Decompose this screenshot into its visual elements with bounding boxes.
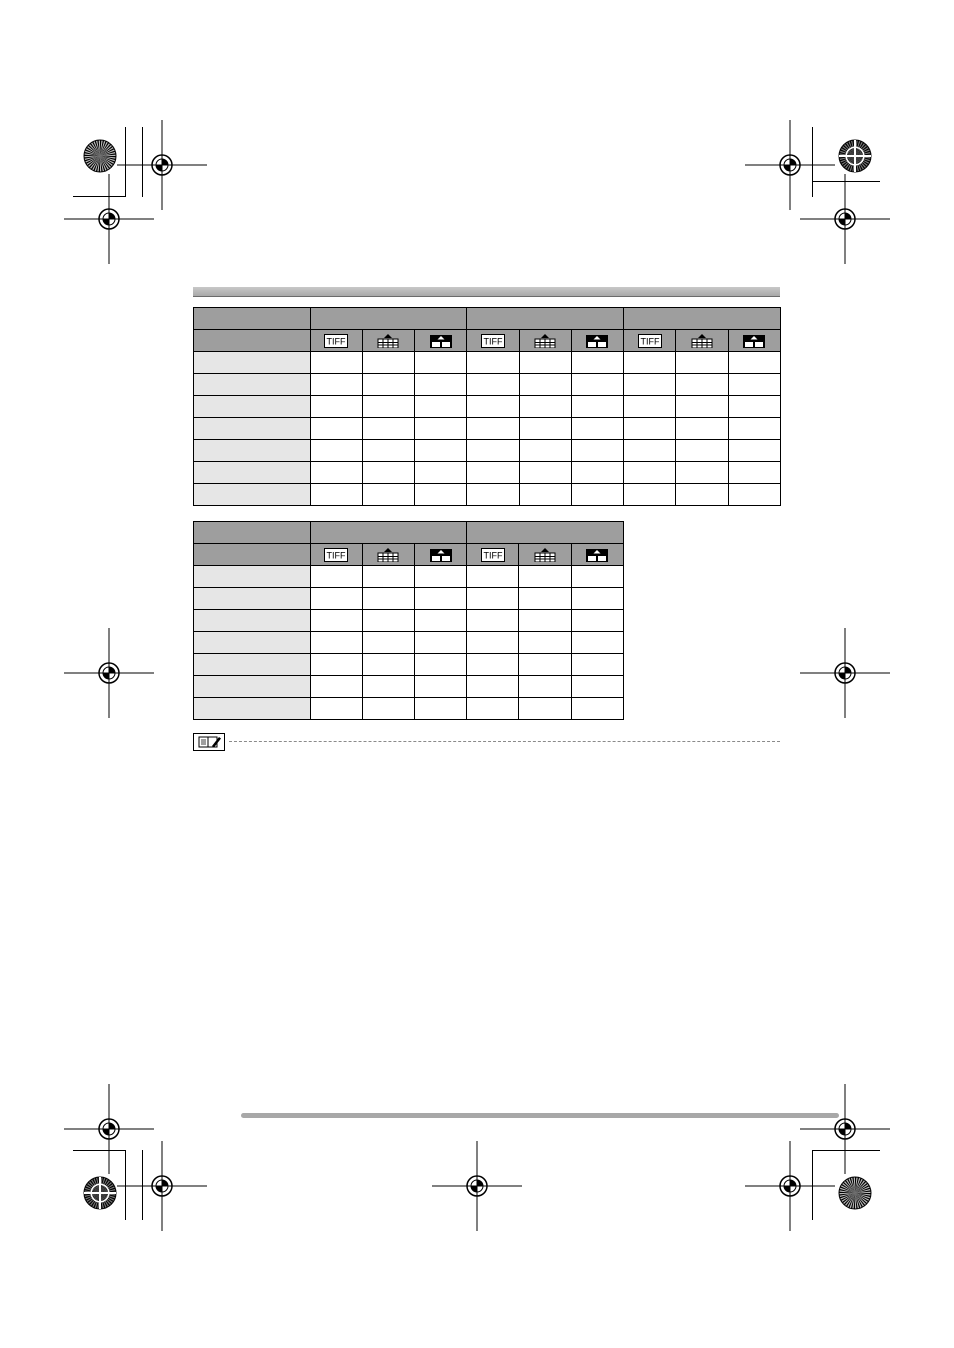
quality-icon-cell — [519, 330, 571, 352]
table-row — [194, 676, 624, 698]
value-cell — [624, 374, 676, 396]
value-cell — [519, 588, 571, 610]
registration-crosshair-icon — [745, 1141, 835, 1231]
group-header-cell — [467, 522, 624, 544]
row-label-cell — [194, 676, 311, 698]
fine-quality-icon — [376, 548, 400, 562]
value-cell — [624, 352, 676, 374]
row-label-cell — [194, 566, 311, 588]
tiff-icon — [324, 334, 348, 348]
value-cell — [310, 566, 362, 588]
quality-icon-cell — [415, 544, 467, 566]
row-label-cell — [194, 654, 311, 676]
value-cell — [728, 440, 780, 462]
value-cell — [467, 418, 519, 440]
value-cell — [467, 396, 519, 418]
value-cell — [415, 462, 467, 484]
value-cell — [362, 484, 414, 506]
value-cell — [519, 484, 571, 506]
quality-icon-row — [194, 330, 781, 352]
value-cell — [519, 698, 571, 720]
tiff-icon — [638, 334, 662, 348]
standard-quality-icon — [585, 548, 609, 562]
tiff-label: TIFF — [483, 550, 503, 560]
value-cell — [676, 484, 728, 506]
value-cell — [676, 374, 728, 396]
quality-icon-cell — [467, 330, 519, 352]
value-cell — [310, 698, 362, 720]
standard-quality-icon — [429, 334, 453, 348]
value-cell — [362, 610, 414, 632]
value-cell — [467, 588, 519, 610]
quality-icon-cell — [310, 330, 362, 352]
value-cell — [467, 462, 519, 484]
value-cell — [571, 484, 623, 506]
note-icon — [193, 733, 225, 751]
header-label-cell — [194, 330, 311, 352]
quality-icon-row — [194, 544, 624, 566]
value-cell — [467, 676, 519, 698]
fine-quality-icon — [533, 548, 557, 562]
row-label-cell — [194, 632, 311, 654]
quality-icon-cell — [415, 330, 467, 352]
quality-icon-cell — [519, 544, 571, 566]
value-cell — [624, 440, 676, 462]
value-cell — [310, 352, 362, 374]
value-cell — [519, 566, 571, 588]
value-cell — [415, 418, 467, 440]
value-cell — [624, 418, 676, 440]
value-cell — [571, 352, 623, 374]
value-cell — [362, 698, 414, 720]
value-cell — [310, 588, 362, 610]
value-cell — [310, 676, 362, 698]
value-cell — [310, 632, 362, 654]
value-cell — [571, 610, 623, 632]
table-row — [194, 566, 624, 588]
table-row — [194, 698, 624, 720]
value-cell — [310, 462, 362, 484]
value-cell — [728, 462, 780, 484]
value-cell — [362, 462, 414, 484]
standard-quality-icon — [585, 334, 609, 348]
value-cell — [728, 484, 780, 506]
value-cell — [362, 374, 414, 396]
tiff-label: TIFF — [640, 336, 660, 346]
table-row — [194, 484, 781, 506]
value-cell — [467, 654, 519, 676]
picture-size-table-1 — [193, 307, 781, 506]
value-cell — [571, 462, 623, 484]
group-header-cell — [624, 308, 781, 330]
table-row — [194, 352, 781, 374]
value-cell — [728, 396, 780, 418]
value-cell — [310, 484, 362, 506]
value-cell — [415, 632, 467, 654]
quality-icon-cell — [362, 544, 414, 566]
group-header-cell — [310, 308, 467, 330]
value-cell — [519, 396, 571, 418]
registration-crosshair-icon — [800, 628, 890, 718]
value-cell — [362, 588, 414, 610]
value-cell — [415, 676, 467, 698]
value-cell — [415, 588, 467, 610]
value-cell — [362, 632, 414, 654]
value-cell — [571, 396, 623, 418]
value-cell — [519, 462, 571, 484]
value-cell — [467, 440, 519, 462]
quality-icon-cell — [571, 330, 623, 352]
value-cell — [467, 374, 519, 396]
header-corner-cell — [194, 522, 311, 544]
value-cell — [571, 440, 623, 462]
value-cell — [519, 352, 571, 374]
tiff-label: TIFF — [326, 336, 346, 346]
row-label-cell — [194, 484, 311, 506]
value-cell — [415, 610, 467, 632]
value-cell — [362, 352, 414, 374]
value-cell — [310, 418, 362, 440]
tiff-icon — [324, 548, 348, 562]
value-cell — [310, 374, 362, 396]
value-cell — [310, 610, 362, 632]
value-cell — [362, 440, 414, 462]
value-cell — [467, 484, 519, 506]
value-cell — [310, 654, 362, 676]
value-cell — [676, 440, 728, 462]
fine-quality-icon — [376, 334, 400, 348]
value-cell — [467, 610, 519, 632]
table-row — [194, 462, 781, 484]
table-row — [194, 440, 781, 462]
row-label-cell — [194, 610, 311, 632]
value-cell — [571, 654, 623, 676]
picture-size-table-2 — [193, 521, 624, 720]
value-cell — [519, 676, 571, 698]
value-cell — [676, 462, 728, 484]
table-header-row — [194, 308, 781, 330]
table-row — [194, 374, 781, 396]
value-cell — [571, 588, 623, 610]
table-row — [194, 588, 624, 610]
value-cell — [519, 418, 571, 440]
row-label-cell — [194, 462, 311, 484]
value-cell — [571, 374, 623, 396]
quality-icon-cell — [310, 544, 362, 566]
row-label-cell — [194, 698, 311, 720]
value-cell — [519, 440, 571, 462]
row-label-cell — [194, 374, 311, 396]
row-label-cell — [194, 588, 311, 610]
row-label-cell — [194, 418, 311, 440]
value-cell — [415, 352, 467, 374]
section-header-bar — [193, 287, 780, 297]
value-cell — [310, 396, 362, 418]
standard-quality-icon — [429, 548, 453, 562]
table-row — [194, 654, 624, 676]
value-cell — [415, 484, 467, 506]
registration-crosshair-icon — [64, 628, 154, 718]
registration-crosshair-icon — [432, 1141, 522, 1231]
value-cell — [728, 352, 780, 374]
value-cell — [362, 654, 414, 676]
table-row — [194, 632, 624, 654]
tiff-icon — [481, 548, 505, 562]
value-cell — [310, 440, 362, 462]
value-cell — [519, 374, 571, 396]
value-cell — [571, 632, 623, 654]
note-divider — [229, 741, 780, 742]
standard-quality-icon — [742, 334, 766, 348]
fine-quality-icon — [690, 334, 714, 348]
fine-quality-icon — [533, 334, 557, 348]
header-label-cell — [194, 544, 311, 566]
value-cell — [415, 654, 467, 676]
value-cell — [467, 632, 519, 654]
value-cell — [467, 698, 519, 720]
value-cell — [676, 418, 728, 440]
value-cell — [624, 396, 676, 418]
value-cell — [571, 698, 623, 720]
value-cell — [467, 352, 519, 374]
quality-icon-cell — [362, 330, 414, 352]
value-cell — [519, 610, 571, 632]
value-cell — [519, 632, 571, 654]
value-cell — [415, 374, 467, 396]
row-label-cell — [194, 396, 311, 418]
value-cell — [415, 566, 467, 588]
tiff-label: TIFF — [483, 336, 503, 346]
row-label-cell — [194, 440, 311, 462]
quality-icon-cell — [624, 330, 676, 352]
footer-bar — [241, 1113, 839, 1118]
header-corner-cell — [194, 308, 311, 330]
value-cell — [728, 418, 780, 440]
value-cell — [519, 654, 571, 676]
value-cell — [728, 374, 780, 396]
registration-starburst-icon — [83, 1176, 117, 1210]
registration-crosshair-icon — [117, 1141, 207, 1231]
value-cell — [571, 676, 623, 698]
quality-icon-cell — [467, 544, 519, 566]
table-row — [194, 396, 781, 418]
value-cell — [676, 352, 728, 374]
registration-crosshair-icon — [64, 174, 154, 264]
value-cell — [571, 566, 623, 588]
value-cell — [362, 396, 414, 418]
row-label-cell — [194, 352, 311, 374]
table-row — [194, 610, 624, 632]
quality-icon-cell — [676, 330, 728, 352]
registration-starburst-icon — [838, 139, 872, 173]
quality-icon-cell — [571, 544, 623, 566]
quality-icon-cell — [728, 330, 780, 352]
group-header-cell — [467, 308, 624, 330]
value-cell — [415, 396, 467, 418]
table-row — [194, 418, 781, 440]
group-header-cell — [310, 522, 467, 544]
value-cell — [571, 418, 623, 440]
value-cell — [624, 462, 676, 484]
registration-starburst-icon — [838, 1176, 872, 1210]
value-cell — [624, 484, 676, 506]
tiff-icon — [481, 334, 505, 348]
registration-crosshair-icon — [800, 174, 890, 264]
value-cell — [415, 698, 467, 720]
value-cell — [415, 440, 467, 462]
value-cell — [362, 418, 414, 440]
value-cell — [362, 566, 414, 588]
tiff-label: TIFF — [326, 550, 346, 560]
registration-starburst-icon — [83, 139, 117, 173]
value-cell — [362, 676, 414, 698]
note-section — [193, 733, 780, 751]
table-header-row — [194, 522, 624, 544]
value-cell — [467, 566, 519, 588]
value-cell — [676, 396, 728, 418]
